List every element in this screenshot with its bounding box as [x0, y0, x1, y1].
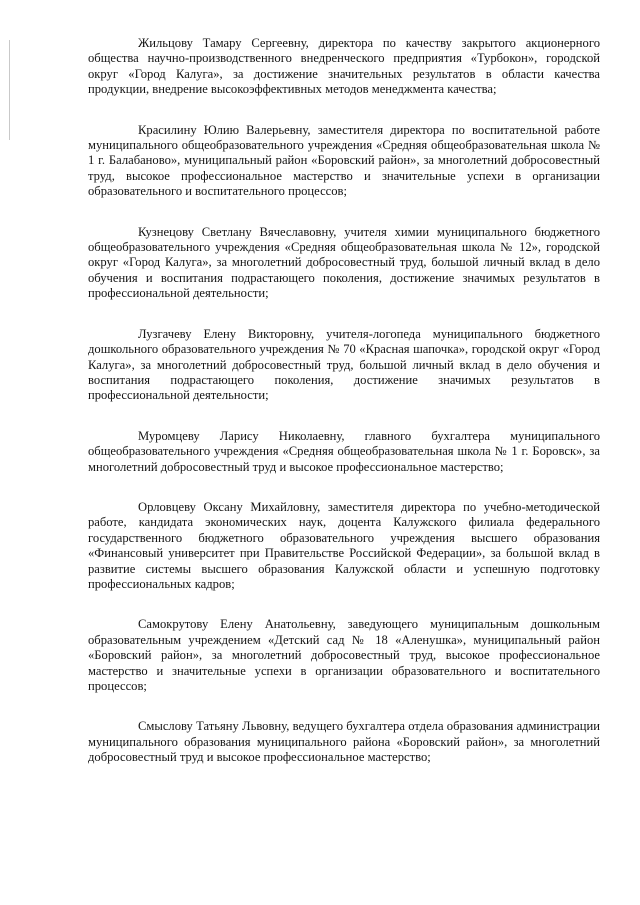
- paragraph-smyslova: Смыслову Татьяну Львовну, ведущего бухгалтера отдела образования администрации муниципального образования муниципального района «Боровский район», за многолетний добросовестный труд и высокое профессиональное мастерство;: [88, 719, 600, 765]
- paragraph-luzgacheva: Лузгачеву Елену Викторовну, учителя-логопеда муниципального бюджетного дошкольного образовательного учреждения № 70 «Красная шапочка», городской округ «Город Калуга», за многолетний добросовестный труд, большой личный вклад в дело обучения и воспитания подрастающего поколения, достижение значимых результатов в профессиональной деятельности;: [88, 326, 600, 403]
- document-page: [88, 36, 600, 791]
- paragraph-krasilina: Красилину Юлию Валерьевну, заместителя директора по воспитательной работе муниципального общеобразовательного учреждения «Средняя общеобразовательная школа № 1 г. Балабаново», муниципальный район «Боровский район», за многолетний добросовестный труд, высокое профессиональное мастерство и значительные успехи в организации образовательного и воспитательного процессов;: [88, 122, 600, 199]
- scan-edge-mark: [9, 40, 10, 140]
- paragraph-samokrutova: Самокрутову Елену Анатольевну, заведующего муниципальным дошкольным образовательным учреждением «Детский сад № 18 «Аленушка», муниципальный район «Боровский район», за многолетний добросовестный труд, высокое профессиональное мастерство и значительные успехи в организации образовательного и воспитательного процессов;: [88, 617, 600, 693]
- paragraph-muromtseva: Муромцеву Ларису Николаевну, главного бухгалтера муниципального общеобразовательного учреждения «Средняя общеобразовательная школа № 1 г. Боровск», за многолетний добросовестный труд и высокое профессиональное мастерство;: [88, 428, 600, 474]
- paragraph-kuznetsova: Кузнецову Светлану Вячеславовну, учителя химии муниципального бюджетного общеобразовательного учреждения «Средняя общеобразовательная школа № 12», городской округ «Город Калуга», за многолетний добросовестный труд, большой личный вклад в дело обучения и воспитания подрастающего поколения, достижение значимых результатов в профессиональной деятельности;: [88, 224, 600, 301]
- paragraph-orlovtseva: Орловцеву Оксану Михайловну, заместителя директора по учебно-методической работе, кандидата экономических наук, доцента Калужского филиала федерального государственного бюджетного образовательного учреждения высшего образования «Финансовый университет при Правительстве Российской Федерации», за большой вклад в развитие системы высшего образования Калужской области и успешную подготовку профессиональных кадров;: [88, 499, 600, 591]
- paragraph-zhiltsova: Жильцову Тамару Сергеевну, директора по качеству закрытого акционерного общества научно-производственного внедренческого предприятия «Турбокон», городской округ «Город Калуга», за достижение значительных результатов в области качества продукции, внедрение высокоэффективных методов менеджмента качества;: [88, 36, 600, 97]
